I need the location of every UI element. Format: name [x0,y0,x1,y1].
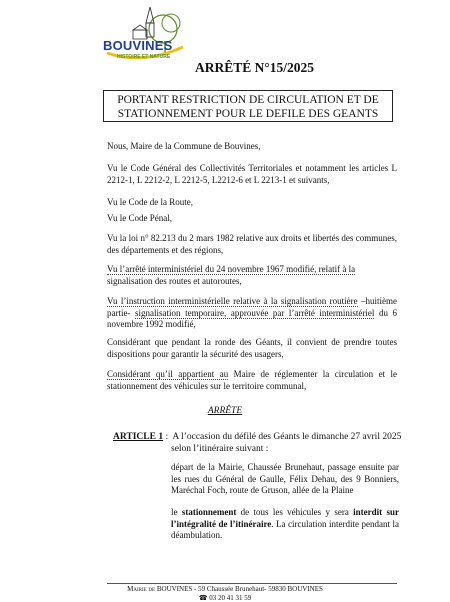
parking-part-c: de tous les véhicules y sera [236,507,354,517]
instruction-part-b: –huitième partie- [107,296,397,318]
parking-part-d: interdit sur l’intégralité de l’itinéraire [171,507,400,529]
title-box [103,90,393,122]
instruction-part-c: signalisation temporaire, approuvée par l’arrêté interministériel [135,307,375,318]
paragraph-mayor: Nous, Maire de la Commune de Bouvines, [107,141,261,151]
footer-address-b: BOUVINES - 59 Chaussée Brunehaut- 59830 BOUVINES [155,585,323,593]
arrete-heading-text: ARRÊTE [207,406,243,416]
phone-icon: ☎ [198,594,208,602]
article-1-text-2: selon l’itinéraire suivant : [171,444,269,454]
instruction-part-d: du 6 novembre 1992 modifié, [107,307,397,329]
arrete-1967-line-b: signalisation des routes et autoroutes, [107,275,242,286]
bouvines-logo [103,5,188,75]
article-1-text-1: A l’occasion du défilé des Géants le dimanche 27 avril 2025 [172,432,402,442]
footer-phone-number: 03 20 41 31 59 [207,594,252,602]
arrete-number: ARRÊTÉ N°15/2025 [195,60,315,75]
footer-divider [107,583,397,584]
logo-tagline: HISTOIRE ET NATURE [117,54,171,60]
article-1-label: ARTICLE 1 [113,432,164,442]
footer-address-a: Mairie de [127,585,156,593]
title-line-2: STATIONNEMENT POUR LE DEFILE DES GEANTS [117,108,379,120]
paragraph-instruction [107,296,397,331]
paragraph-loi-1982: Vu la loi n° 82.213 du 2 mars 1982 relative aux droits et libertés des communes, des départements et des régions, [107,233,397,255]
paragraph-code-penal: Vu le Code Pénal, [107,213,172,223]
paragraph-arrete-1967 [107,264,397,287]
logo-text: BOUVINES [103,38,173,53]
paragraph-considerant-maire [107,369,397,392]
arrete-heading [0,406,450,416]
instruction-part-a: Vu l’instruction interministérielle relative à la signalisation routière [107,296,358,306]
article-1-itinerary: départ de la Mairie, Chaussée Brunehaut, passage ensuite par les rues du Général de Gaulle, Félix Dehau, des 9 Bonniers, Maréchal Foch, route de Gruson, allée de la Plaine [171,462,399,495]
paragraph-code-collectivites: Vu le Code Général des Collectivités Territoriales et notamment les articles L 2212-1, L 2212-2, L 2212-5, L2212-6 et L 2213-1 et suivants, [107,163,397,185]
paragraph-code-route: Vu le Code de la Route, [107,197,193,207]
arrete-1967-line-a: Vu l’arrêté interministériel du 24 novembre 1967 modifié, relatif à la [107,264,356,274]
considerant-part-a: Considérant qu’il appartient au [107,369,229,379]
article-1-sep: : [163,432,173,442]
parking-part-b: stationnement [181,507,237,517]
footer-address [0,585,450,593]
title-line-1: PORTANT RESTRICTION DE CIRCULATION ET DE [117,94,379,106]
article-1-parking [171,507,399,542]
parking-part-e: . La circulation interdite pendant la déambulation. [171,518,399,540]
footer-phone [0,594,450,602]
parking-part-a: le [171,507,182,517]
article-1 [113,431,413,455]
paragraph-considerant-ronde: Considérant que pendant la ronde des Géants, il convient de prendre toutes dispositions pour garantir la sécurité des usagers, [107,337,397,359]
considerant-part-b: Maire de réglementer la circulation et le stationnement des véhicules sur le territoire communal, [107,369,397,391]
